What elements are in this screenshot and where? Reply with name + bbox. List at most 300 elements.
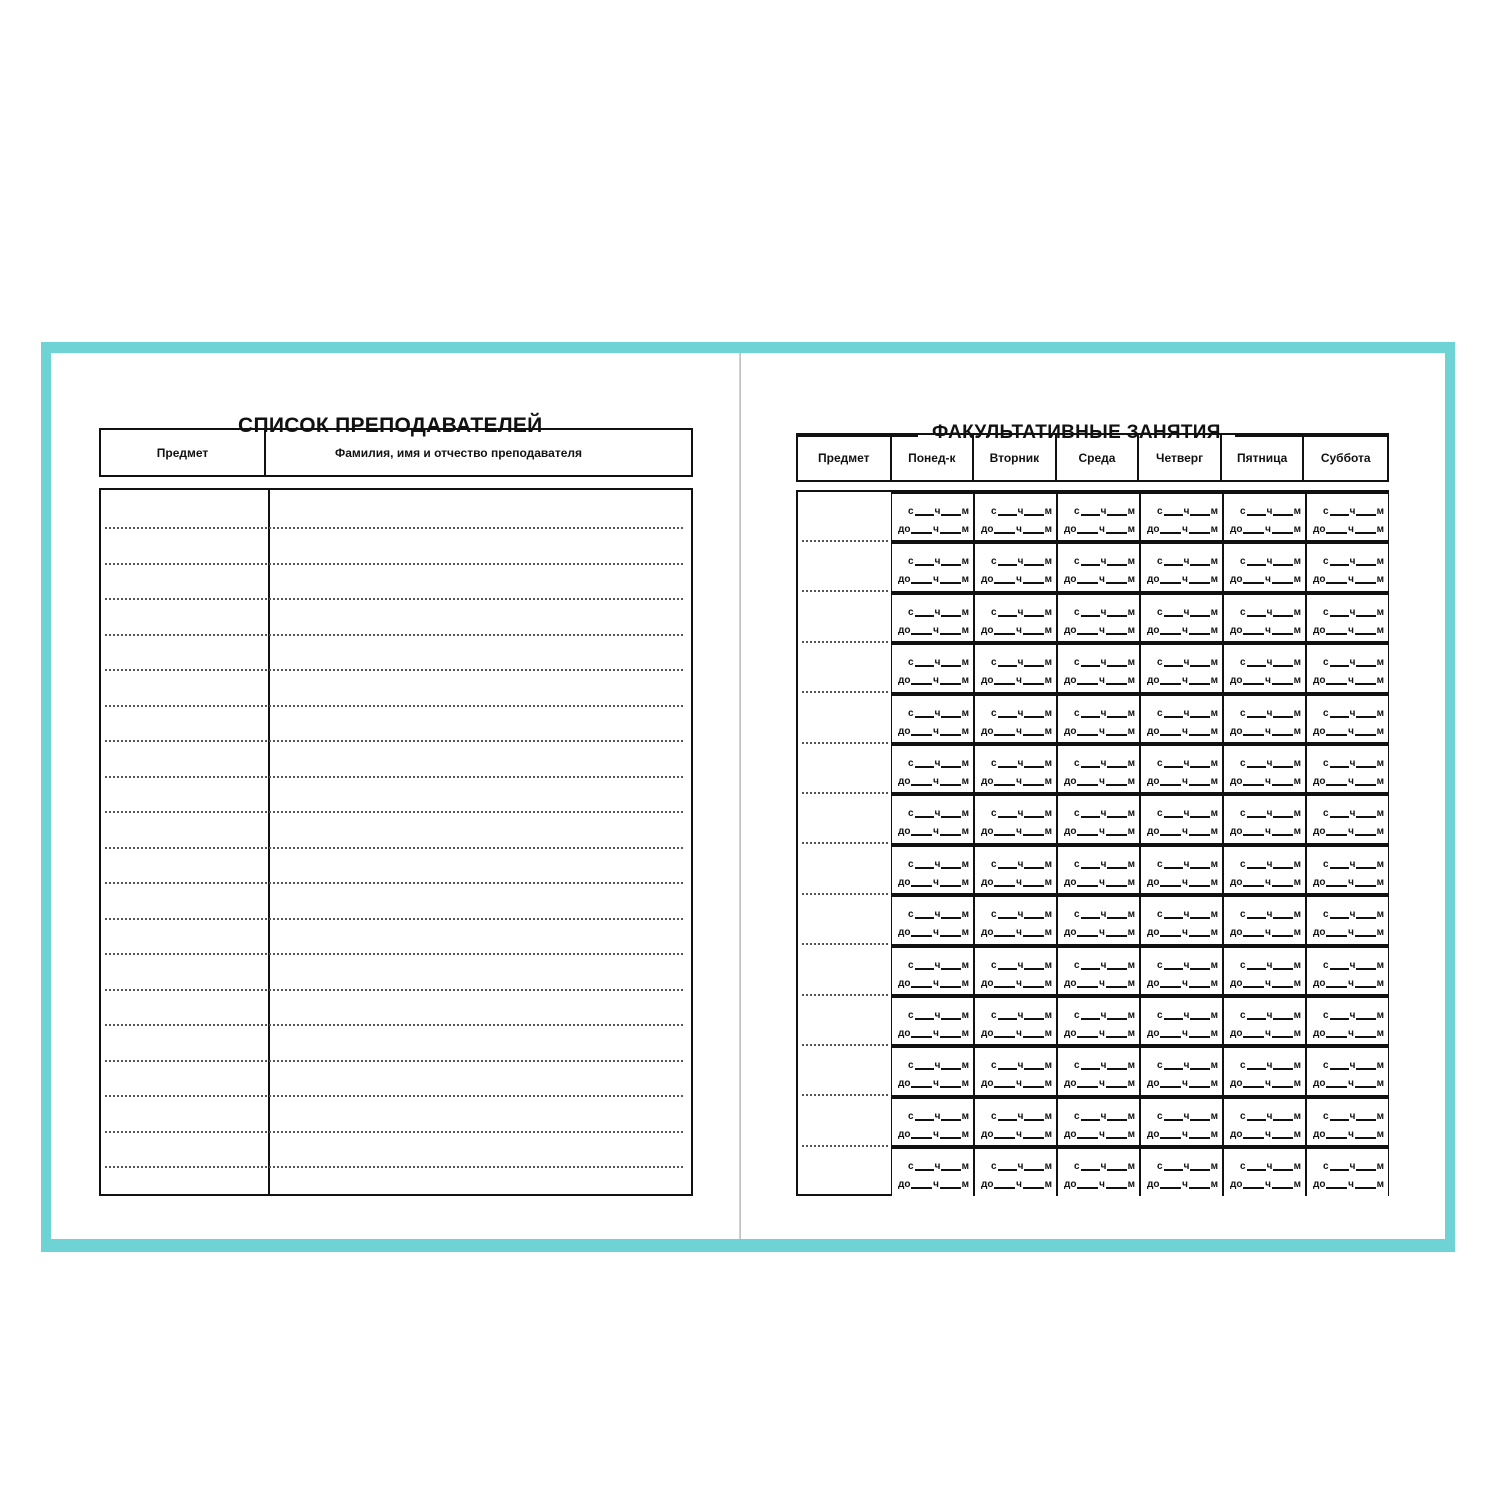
time-slot[interactable] [1224,746,1305,792]
blank-underline [1247,858,1266,869]
slot-label: до [1064,977,1077,989]
blank-underline [940,1077,961,1088]
time-slot[interactable] [975,847,1056,893]
slot-label: ч [1265,776,1271,787]
blank-underline [1024,1110,1043,1121]
time-slot[interactable] [1307,998,1388,1044]
slot-label: м [1210,927,1218,939]
time-slot[interactable] [975,1048,1056,1094]
table-row[interactable] [105,847,683,849]
slot-label: м [961,524,969,535]
table-row[interactable] [105,705,683,707]
slot-from-line [1230,957,1301,971]
slot-to-line [1147,1126,1218,1140]
slot-label: с [1157,1010,1163,1021]
time-slot[interactable] [1141,998,1222,1044]
time-slot[interactable] [975,544,1056,590]
time-slot[interactable] [975,1149,1056,1195]
blank-underline [1355,1178,1376,1189]
time-slot[interactable] [1307,1048,1388,1094]
blank-underline [1189,1128,1210,1139]
slot-label: м [1293,1161,1301,1173]
blank-underline [1160,573,1181,584]
blank-underline [1107,555,1126,566]
time-slot[interactable] [1141,948,1222,994]
slot-label: м [1293,725,1301,737]
slot-to-line [1147,723,1218,737]
slot-label: с [1240,1060,1246,1072]
time-slot[interactable] [1224,544,1305,590]
slot-label: м [961,574,969,586]
blank-underline [1023,926,1044,937]
slot-label: м [961,758,969,769]
time-slot[interactable] [892,1048,973,1094]
slot-label: ч [1265,675,1271,687]
blank-underline [994,1128,1015,1139]
time-slot[interactable] [892,1099,973,1145]
time-slot[interactable] [892,1149,973,1195]
time-slot[interactable] [1058,696,1139,742]
slot-label: м [1044,506,1052,517]
time-slot[interactable] [1307,494,1388,540]
blank-underline [1189,725,1210,736]
slot-label: ч [1099,725,1105,737]
time-slot[interactable] [1058,544,1139,590]
slot-from-line [981,553,1052,567]
blank-underline [1190,1009,1209,1020]
blank-underline [1106,926,1127,937]
slot-label: м [1376,707,1384,719]
time-slot[interactable] [1058,948,1139,994]
blank-underline [1160,1178,1181,1189]
blank-underline [1081,959,1100,970]
slot-label: ч [1100,606,1107,618]
time-slot[interactable] [1141,1149,1222,1195]
slot-to-line [898,773,969,787]
slot-label: м [1210,776,1218,787]
slot-label: с [1074,506,1080,517]
time-slot[interactable] [1141,847,1222,893]
slot-label: ч [1017,707,1024,719]
teachers-table[interactable] [99,488,693,1196]
blank-underline [915,1160,934,1171]
time-slot[interactable] [1141,746,1222,792]
slot-label: ч [1016,524,1022,535]
time-slot[interactable] [1141,494,1222,540]
time-slot[interactable] [975,897,1056,943]
slot-label: до [898,1078,911,1090]
time-slot[interactable] [975,595,1056,641]
slot-label: м [1127,808,1135,820]
time-slot[interactable] [975,998,1056,1044]
subject-row[interactable] [802,540,888,542]
time-slot[interactable] [1058,897,1139,943]
slot-from-line [1064,503,1135,517]
slot-label: ч [934,1161,941,1173]
time-slot[interactable] [1141,796,1222,842]
time-slot[interactable] [1141,1048,1222,1094]
time-slot[interactable] [1307,1149,1388,1195]
blank-underline [1189,674,1210,685]
blank-underline [911,674,932,685]
time-slot[interactable] [892,494,973,540]
blank-underline [1272,1178,1293,1189]
slot-label: м [1044,657,1052,669]
time-slot[interactable] [975,645,1056,691]
slot-label: с [908,1060,914,1072]
blank-underline [1106,1077,1127,1088]
time-slot[interactable] [1058,595,1139,641]
table-row[interactable] [105,882,683,884]
time-slot[interactable] [1058,494,1139,540]
time-slot[interactable] [1307,645,1388,691]
time-slot[interactable] [1307,847,1388,893]
slot-label: м [1127,574,1135,586]
slot-label: до [898,876,911,888]
slot-label: до [1230,524,1243,535]
time-slot[interactable] [1307,948,1388,994]
time-slot[interactable] [975,696,1056,742]
slot-label: м [1376,1128,1384,1140]
time-slot[interactable] [892,948,973,994]
slot-to-line [1313,1176,1384,1190]
time-slot[interactable] [1224,897,1305,943]
time-slot[interactable] [975,494,1056,540]
slot-label: ч [1182,1128,1188,1140]
time-slot[interactable] [1307,746,1388,792]
slot-to-line [981,1075,1052,1089]
time-slot[interactable] [1307,595,1388,641]
table-row[interactable] [105,918,683,920]
slot-label: ч [933,1179,939,1191]
time-slot[interactable] [1224,696,1305,742]
slot-from-line [1313,503,1384,517]
time-slot[interactable] [1141,595,1222,641]
subject-row[interactable] [802,641,888,643]
time-slot[interactable] [892,847,973,893]
slot-label: м [1293,506,1301,517]
blank-underline [1106,674,1127,685]
blank-underline [911,624,932,635]
slot-label: ч [1265,977,1271,989]
slot-label: до [1147,776,1160,787]
time-slot[interactable] [1224,998,1305,1044]
slot-label: до [898,927,911,939]
time-slot[interactable] [1058,1149,1139,1195]
blank-underline [1356,1160,1375,1171]
subject-row[interactable] [802,691,888,693]
time-slot[interactable] [1141,1099,1222,1145]
slot-label: ч [933,927,939,939]
time-slot[interactable] [892,696,973,742]
blank-underline [915,555,934,566]
time-slot[interactable] [975,746,1056,792]
slot-label: ч [934,1060,941,1072]
time-slot[interactable] [1224,645,1305,691]
slot-label: м [1293,876,1301,888]
time-slot[interactable] [1224,1048,1305,1094]
time-slot[interactable] [1224,1099,1305,1145]
slot-to-line [1064,1126,1135,1140]
table-row[interactable] [105,1166,683,1168]
slot-from-line [1230,856,1301,870]
slot-label: до [1147,1028,1160,1039]
time-slot[interactable] [1224,595,1305,641]
slot-label: м [1044,1179,1052,1191]
slot-from-line [898,654,969,668]
blank-underline [1190,858,1209,869]
blank-underline [1326,876,1347,887]
slot-label: ч [1017,808,1024,820]
slot-from-line [898,1158,969,1172]
blank-underline [1106,1128,1127,1139]
header-subject: Предмет [798,435,892,480]
slot-from-line [981,705,1052,719]
slot-to-line [1147,924,1218,938]
slot-label: м [1044,1028,1052,1039]
time-slot[interactable] [1224,796,1305,842]
slot-from-line [1230,755,1301,769]
time-slot[interactable] [1058,1048,1139,1094]
slot-label: ч [934,959,941,971]
slot-label: м [1376,927,1384,939]
subject-row[interactable] [802,994,888,996]
blank-underline [1160,1077,1181,1088]
table-row[interactable] [105,1024,683,1026]
time-slot[interactable] [1058,645,1139,691]
slot-from-line [898,906,969,920]
slot-label: с [991,1161,997,1173]
subject-row[interactable] [802,742,888,744]
blank-underline [1077,523,1098,534]
table-row[interactable] [105,1060,683,1062]
subject-row[interactable] [802,590,888,592]
table-row[interactable] [105,669,683,671]
slot-label: ч [1349,556,1356,568]
slot-label: с [1240,858,1246,870]
slot-to-line [1064,571,1135,585]
header-teacher-name: Фамилия, имя и отчество преподавателя [335,445,582,460]
time-slot[interactable] [1058,746,1139,792]
table-row[interactable] [105,811,683,813]
slot-label: ч [1266,556,1273,568]
slot-from-line [1230,906,1301,920]
time-slot[interactable] [1307,1099,1388,1145]
blank-underline [1247,707,1266,718]
slot-label: ч [1099,624,1105,636]
slot-label: м [1376,758,1384,769]
slot-to-line [981,823,1052,837]
teachers-title: СПИСОК ПРЕПОДАВАТЕЛЕЙ [238,414,543,437]
slot-label: с [1157,1110,1163,1122]
blank-underline [915,707,934,718]
time-slot[interactable] [892,897,973,943]
time-slot[interactable] [1141,696,1222,742]
blank-underline [1164,1160,1183,1171]
slot-label: с [1323,556,1329,568]
time-slot[interactable] [1307,696,1388,742]
time-slot[interactable] [975,796,1056,842]
slot-to-line [1147,1075,1218,1089]
table-row[interactable] [105,563,683,565]
slot-label: м [961,858,969,870]
time-slot[interactable] [892,544,973,590]
time-slot[interactable] [892,645,973,691]
slot-to-line [898,672,969,686]
table-row[interactable] [105,634,683,636]
slot-label: м [1293,758,1301,769]
blank-underline [1243,926,1264,937]
slot-to-line [1147,521,1218,535]
slot-label: до [1230,1028,1243,1039]
time-slot[interactable] [892,746,973,792]
slot-from-line [1147,805,1218,819]
slot-label: м [1293,808,1301,820]
subject-row[interactable] [802,893,888,895]
slot-label: ч [1348,524,1354,535]
slot-label: м [1376,858,1384,870]
slot-label: ч [1266,707,1273,719]
slot-label: м [961,1010,969,1021]
slot-to-line [1313,1075,1384,1089]
time-slot[interactable] [1058,796,1139,842]
table-row[interactable] [105,1095,683,1097]
blank-underline [1164,1110,1183,1121]
blank-underline [1273,807,1292,818]
slot-label: с [1323,1060,1329,1072]
table-row[interactable] [105,989,683,991]
blank-underline [998,555,1017,566]
time-slot[interactable] [1224,847,1305,893]
slot-label: до [1230,725,1243,737]
slot-label: м [1127,826,1135,838]
slot-from-line [1064,1057,1135,1071]
time-slot[interactable] [1058,1099,1139,1145]
table-row[interactable] [105,1131,683,1133]
slot-label: с [991,506,997,517]
slot-label: м [1044,776,1052,787]
slot-to-line [1313,773,1384,787]
subject-row[interactable] [802,842,888,844]
blank-underline [941,505,960,516]
time-slot[interactable] [1224,494,1305,540]
slot-label: до [898,524,911,535]
slot-label: м [1293,1010,1301,1021]
slot-from-line [1230,705,1301,719]
slot-label: ч [1265,927,1271,939]
subject-row[interactable] [802,1094,888,1096]
slot-label: ч [1017,606,1024,618]
time-slot[interactable] [1058,847,1139,893]
table-row[interactable] [105,776,683,778]
slot-label: с [1074,1060,1080,1072]
slot-label: с [908,808,914,820]
time-slot[interactable] [1141,645,1222,691]
time-slot[interactable] [1307,544,1388,590]
table-row[interactable] [105,527,683,529]
slot-label: ч [1099,977,1105,989]
slot-label: м [1044,707,1052,719]
time-slot[interactable] [892,998,973,1044]
slot-label: ч [1183,707,1190,719]
table-row[interactable] [105,598,683,600]
blank-underline [1273,505,1292,516]
slot-label: до [1230,574,1243,586]
slot-label: с [1074,556,1080,568]
slot-label: м [1376,1110,1384,1122]
time-slot[interactable] [1307,796,1388,842]
slot-label: м [1044,808,1052,820]
slot-label: с [1157,606,1163,618]
blank-underline [1106,1027,1127,1038]
subject-row[interactable] [802,943,888,945]
blank-underline [1189,624,1210,635]
slot-label: до [1147,524,1160,535]
table-row[interactable] [105,740,683,742]
slot-to-line [981,672,1052,686]
blank-underline [1355,876,1376,887]
blank-underline [1106,977,1127,988]
slot-to-line [1313,975,1384,989]
blank-underline [994,926,1015,937]
electives-table[interactable] [796,490,1389,1196]
subject-row[interactable] [802,1145,888,1147]
slot-label: до [981,675,994,687]
column-separator [268,490,270,1194]
time-slot[interactable] [1307,897,1388,943]
slot-from-line [898,755,969,769]
blank-underline [915,807,934,818]
slot-label: м [1044,574,1052,586]
blank-underline [1247,555,1266,566]
slot-label: с [1074,657,1080,669]
slot-from-line [898,957,969,971]
time-slot[interactable] [1224,1149,1305,1195]
slot-label: м [1127,1110,1135,1122]
slot-from-line [1064,654,1135,668]
table-row[interactable] [105,953,683,955]
header-subject: Предмет [101,430,266,475]
blank-underline [1023,876,1044,887]
blank-underline [1160,1128,1181,1139]
blank-underline [1272,1027,1293,1038]
slot-label: с [1074,758,1080,769]
time-slot[interactable] [975,948,1056,994]
subject-row[interactable] [802,792,888,794]
time-slot[interactable] [1141,897,1222,943]
blank-underline [1107,1059,1126,1070]
blank-underline [1273,555,1292,566]
blank-underline [1189,775,1210,786]
slot-to-line [898,924,969,938]
time-slot[interactable] [975,1099,1056,1145]
slot-label: м [1376,1028,1384,1039]
slot-label: м [1376,657,1384,669]
slot-label: м [1376,556,1384,568]
time-slot[interactable] [892,796,973,842]
slot-label: ч [1348,1128,1354,1140]
time-slot[interactable] [1224,948,1305,994]
slot-label: с [1157,909,1163,921]
time-slot[interactable] [1058,998,1139,1044]
time-slot[interactable] [892,595,973,641]
subject-row[interactable] [802,1044,888,1046]
slot-label: с [1074,1161,1080,1173]
time-slot[interactable] [1141,544,1222,590]
blank-underline [1273,1009,1292,1020]
blank-underline [998,1110,1017,1121]
slot-label: ч [1265,1078,1271,1090]
